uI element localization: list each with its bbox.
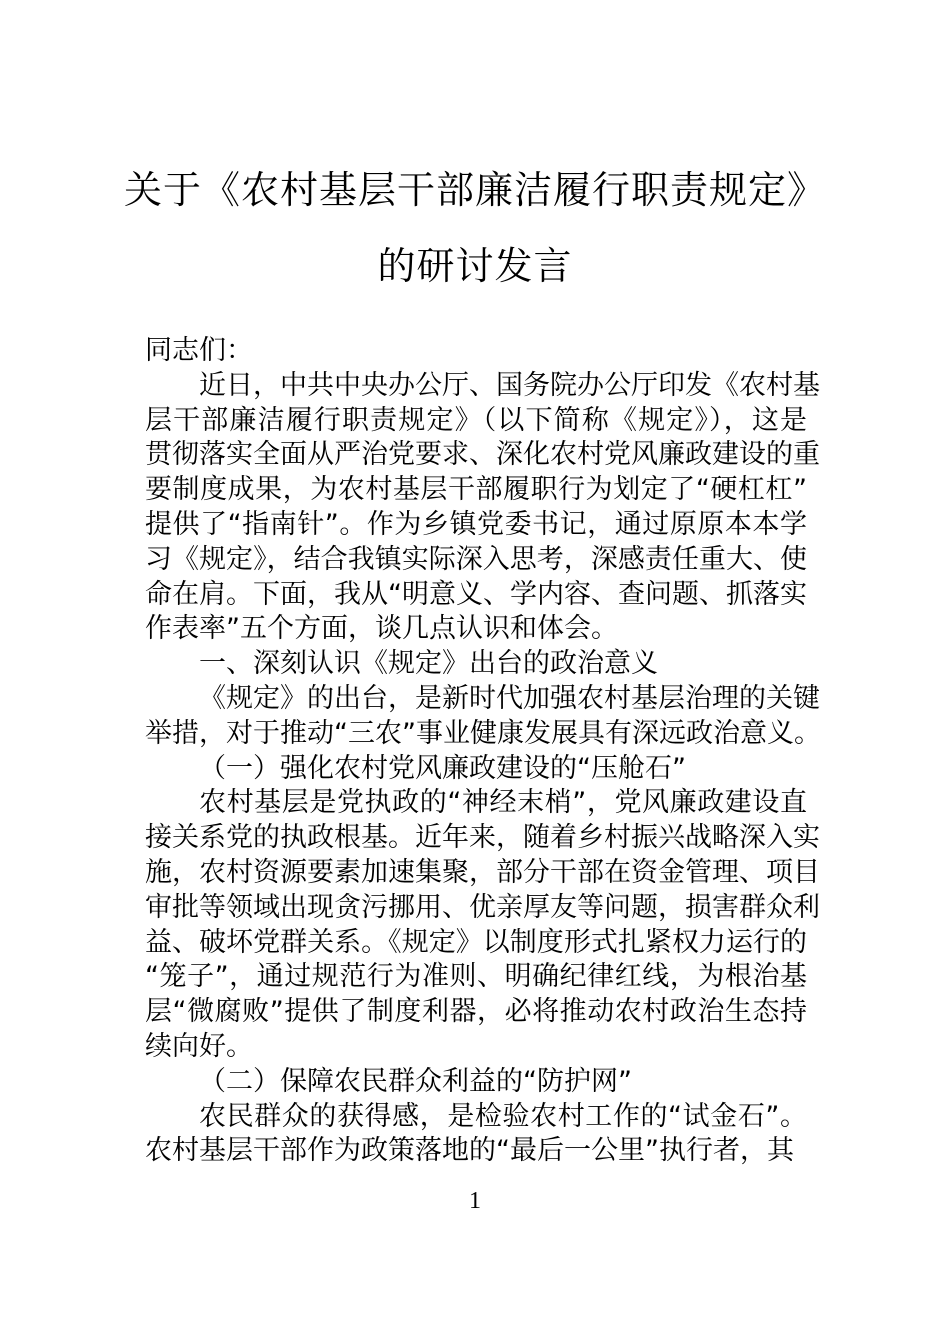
text-line: 同志们： (145, 335, 253, 366)
paragraph (145, 1100, 807, 1170)
document-title-line-1: 关于《农村基层干部廉洁履行职责规定》 (123, 168, 826, 212)
paragraph (145, 334, 807, 369)
paragraph (145, 369, 820, 647)
text-line: 作表率”五个方面，谈几点认识和体会。 (145, 613, 618, 645)
paragraph (145, 786, 820, 1064)
text-line: 要制度成果，为农村基层干部履职行为划定了“硬杠杠” (145, 474, 807, 506)
text-line: 提供了“指南针”。作为乡镇党委书记，通过原原本本学 (145, 508, 807, 540)
page-number: 1 (469, 1188, 481, 1214)
text-line: （二）保障农民群众利益的“防护网” (199, 1065, 632, 1097)
paragraph (145, 682, 821, 752)
text-line: “笼子”，通过规范行为准则、明确纪律红线，为根治基 (145, 961, 807, 993)
text-line: 一、深刻认识《规定》出台的政治意义 (199, 648, 658, 680)
text-line: 举措，对于推动“三农”事业健康发展具有深远政治意义。 (145, 717, 821, 749)
document-body (145, 334, 821, 1169)
text-line: 命在肩。下面，我从“明意义、学内容、查问题、抓落实 (145, 578, 807, 610)
paragraph (145, 1065, 807, 1100)
text-line: 农民群众的获得感，是检验农村工作的“试金石”。 (199, 1100, 807, 1132)
text-line: 《规定》的出台，是新时代加强农村基层治理的关键 (199, 682, 820, 714)
text-line: （一）强化农村党风廉政建设的“压舱石” (199, 752, 686, 784)
text-line: 层干部廉洁履行职责规定》（以下简称《规定》），这是 (145, 404, 807, 436)
text-line: 贯彻落实全面从严治党要求、深化农村党风廉政建设的重 (145, 439, 820, 471)
text-line: 续向好。 (145, 1030, 253, 1062)
text-line: 接关系党的执政根基。近年来，随着乡村振兴战略深入实 (145, 822, 820, 854)
text-line: 施，农村资源要素加速集聚，部分干部在资金管理、项目 (145, 856, 820, 888)
text-line: 农村基层是党执政的“神经末梢”，党风廉政建设直 (199, 787, 807, 819)
text-line: 审批等领域出现贪污挪用、优亲厚友等问题，损害群众利 (145, 891, 820, 923)
document-title-line-2: 的研讨发言 (377, 244, 573, 288)
text-line: 农村基层干部作为政策落地的“最后一公里”执行者，其 (145, 1135, 794, 1167)
text-line: 近日，中共中央办公厅、国务院办公厅印发《农村基 (199, 369, 820, 401)
text-line: 层“微腐败”提供了制度利器，必将推动农村政治生态持 (145, 996, 807, 1028)
paragraph (145, 647, 807, 682)
text-line: 习《规定》，结合我镇实际深入思考，深感责任重大、使 (145, 543, 807, 575)
paragraph (145, 752, 807, 787)
text-line: 益、破坏党群关系。《规定》以制度形式扎紧权力运行的 (145, 926, 807, 958)
